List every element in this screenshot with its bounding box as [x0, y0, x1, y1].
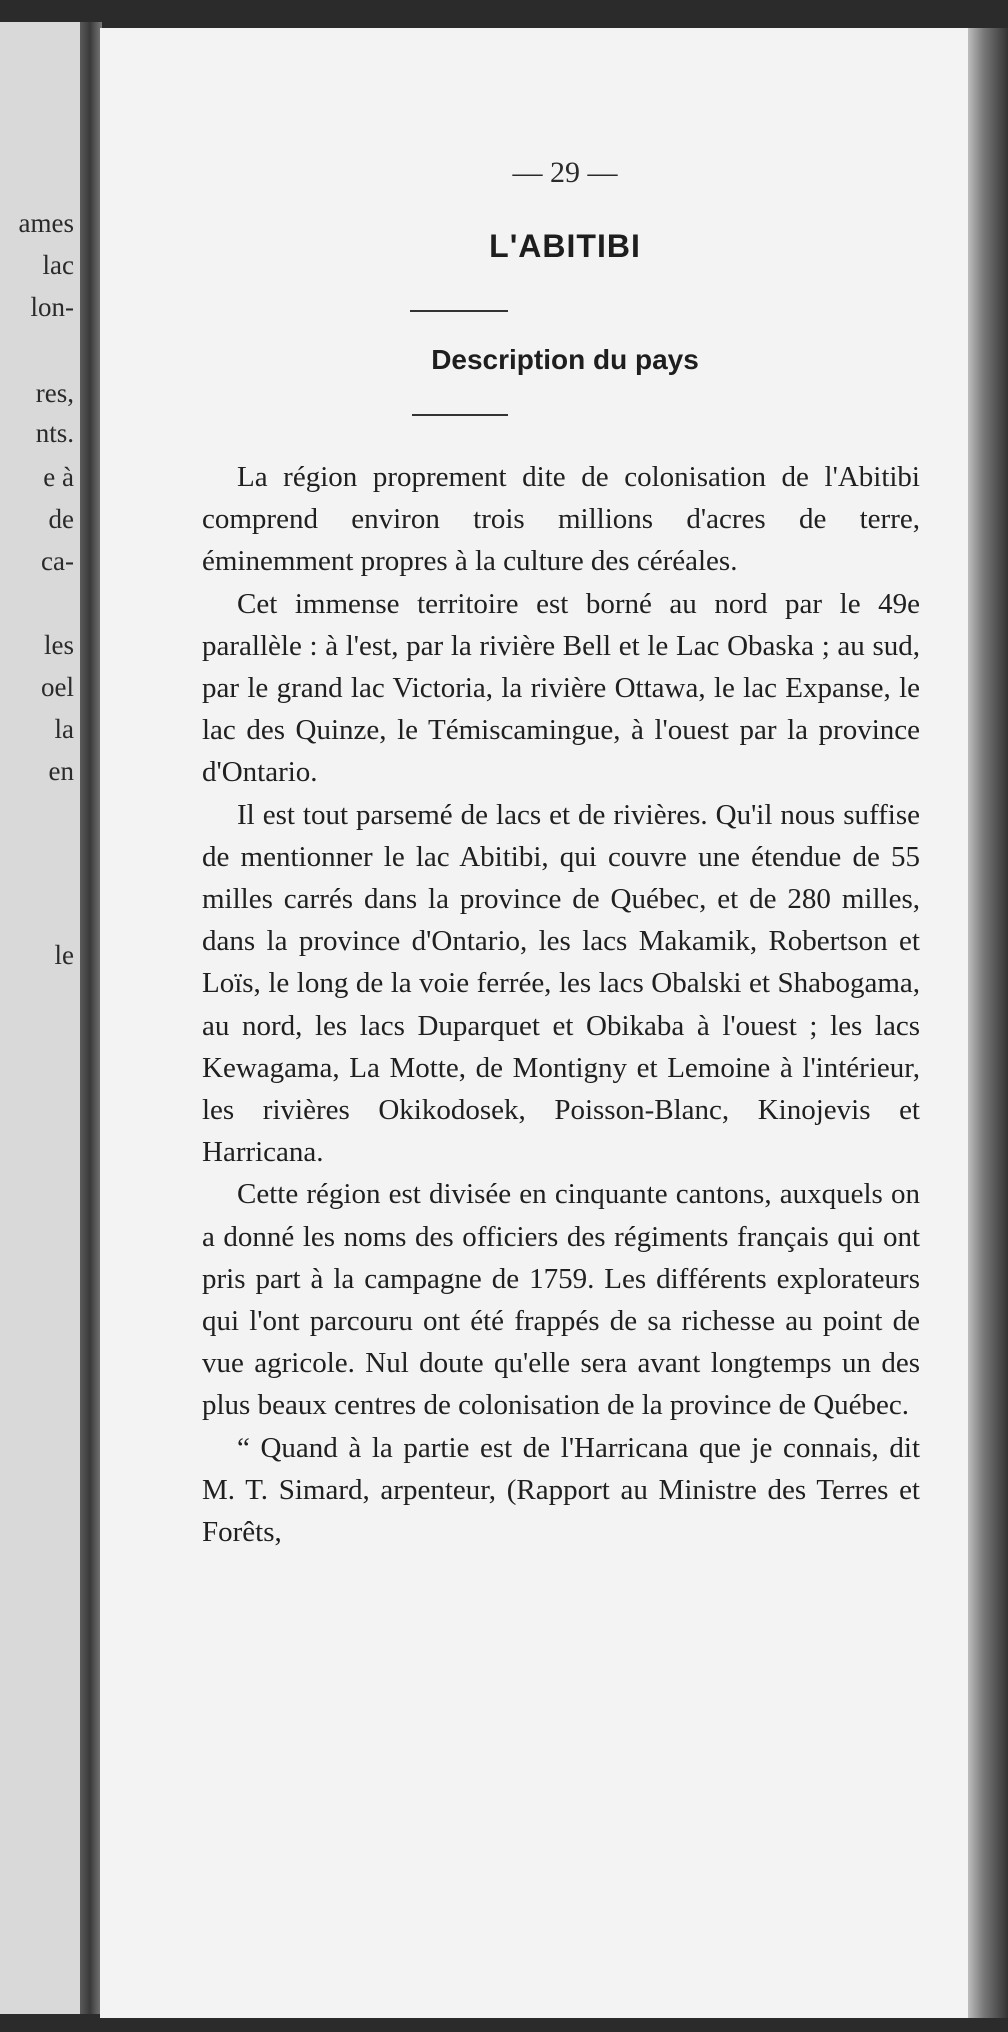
facing-page-line: lac — [42, 250, 74, 280]
page-edge — [968, 28, 1008, 2018]
facing-page-line: res, — [35, 378, 74, 408]
facing-page-line: nts. — [35, 418, 74, 448]
paragraph: Cet immense territoire est borné au nord par le 49e parallèle : à l'est, par la rivière Bell et le Lac Obaska ; au sud, par le grand lac Victoria, la rivière Ottawa, le lac Expanse, le lac des Quinze, le Témiscamingue, à l'ouest par la province d'Ontario. — [202, 587, 920, 789]
book-gutter — [80, 22, 102, 2014]
facing-page-line: en — [48, 756, 74, 786]
facing-page-line: oel — [41, 672, 74, 702]
facing-page-line: de — [48, 504, 74, 534]
paragraph: Il est tout parsemé de lacs et de rivières. Qu'il nous suffise de mentionner le lac Abitibi, qui couvre une étendue de 55 milles carrés dans la province de Québec, et de 280 milles, dans la province d'Ontario, les lacs Makamik, Robertson et Loïs, le long de la voie ferrée, les lacs Obalski et Shabogama, au nord, les lacs Duparquet et Obikaba à l'ouest ; les lacs Kewagama, La Motte, de Montigny et Lemoine à l'intérieur, les rivières Okikodosek, Poisson-Blanc, Kinojevis et Harricana. — [202, 798, 920, 1169]
chapter-title: L'ABITIBI — [489, 228, 641, 264]
page-number: — 29 — — [512, 156, 618, 189]
page-body — [202, 456, 920, 1553]
facing-page-line: la — [54, 714, 74, 744]
title-divider — [410, 310, 508, 312]
paragraph: “ Quand à la partie est de l'Harricana que je connais, dit M. T. Simard, arpenteur, (Rapport au Ministre des Terres et Forêts, — [202, 1431, 920, 1549]
book-page — [100, 28, 968, 2018]
paragraph: La région proprement dite de colonisation de l'Abitibi comprend environ trois millions d'acres de terre, éminemment propres à la culture des céréales. — [202, 461, 920, 578]
facing-page-line: ca- — [41, 546, 74, 576]
facing-page-line: ames — [18, 208, 74, 238]
facing-page-line: lon- — [30, 292, 74, 322]
facing-page-line: e à — [43, 462, 74, 492]
section-subtitle: Description du pays — [431, 344, 699, 375]
subtitle-divider — [412, 414, 508, 416]
facing-page-line: le — [54, 940, 74, 970]
facing-page — [0, 22, 80, 2014]
facing-page-line: les — [44, 630, 74, 660]
paragraph: Cette région est divisée en cinquante cantons, auxquels on a donné les noms des officiers des régiments français qui ont pris part à la campagne de 1759. Les différents explorateurs qui l'ont parcouru ont été frappés de sa richesse au point de vue agricole. Nul doute qu'elle sera avant longtemps un des plus beaux centres de colonisation de la province de Québec. — [202, 1178, 920, 1422]
